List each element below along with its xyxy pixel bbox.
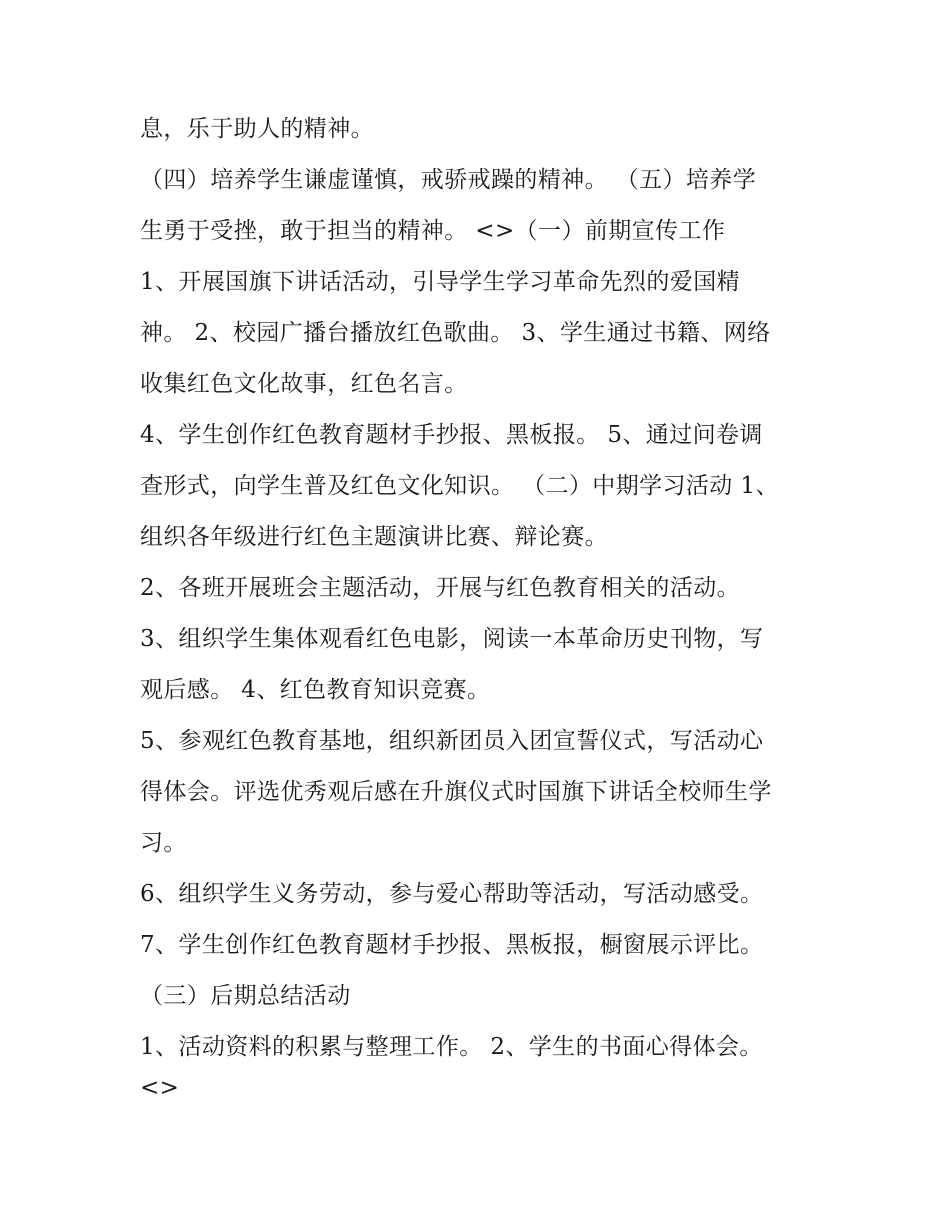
- text-line: 7、学生创作红色教育题材手抄报、黑板报，橱窗展示评比。: [140, 932, 764, 958]
- text-line: 神。 2、校园广播台播放红色歌曲。 3、学生通过书籍、网络: [140, 320, 771, 346]
- text-line: 2、各班开展班会主题活动，开展与红色教育相关的活动。: [140, 575, 741, 601]
- text-line: 收集红色文化故事，红色名言。: [140, 371, 468, 397]
- text-line: 习。: [140, 830, 187, 856]
- section-heading: （三）后期总结活动: [140, 983, 351, 1009]
- text-line: 息，乐于助人的精神。: [140, 116, 374, 142]
- text-line: 1、活动资料的积累与整理工作。 2、学生的书面心得体会。: [140, 1034, 763, 1060]
- text-line: 得体会。评选优秀观后感在升旗仪式时国旗下讲话全校师生学: [140, 779, 772, 805]
- text-line: 观后感。 4、红色教育知识竞赛。: [140, 677, 491, 703]
- text-line: 1、开展国旗下讲话活动，引导学生学习革命先烈的爱国精: [140, 269, 741, 295]
- text-line: 5、参观红色教育基地，组织新团员入团宣誓仪式，写活动心: [140, 728, 764, 754]
- text-line: 组织各年级进行红色主题演讲比赛、辩论赛。: [140, 524, 608, 550]
- text-line: <>: [140, 1075, 180, 1101]
- text-line: （四）培养学生谦虚谨慎，戒骄戒躁的精神。 （五）培养学: [140, 167, 757, 193]
- text-line: 查形式，向学生普及红色文化知识。 （二）中期学习活动 1、: [140, 473, 779, 499]
- text-line: 生勇于受挫，敢于担当的精神。 <>（一）前期宣传工作: [140, 218, 726, 244]
- text-line: 4、学生创作红色教育题材手抄报、黑板报。 5、通过问卷调: [140, 422, 763, 448]
- text-line: 3、组织学生集体观看红色电影，阅读一本革命历史刊物，写: [140, 626, 764, 652]
- text-line: 6、组织学生义务劳动，参与爱心帮助等活动，写活动感受。: [140, 881, 764, 907]
